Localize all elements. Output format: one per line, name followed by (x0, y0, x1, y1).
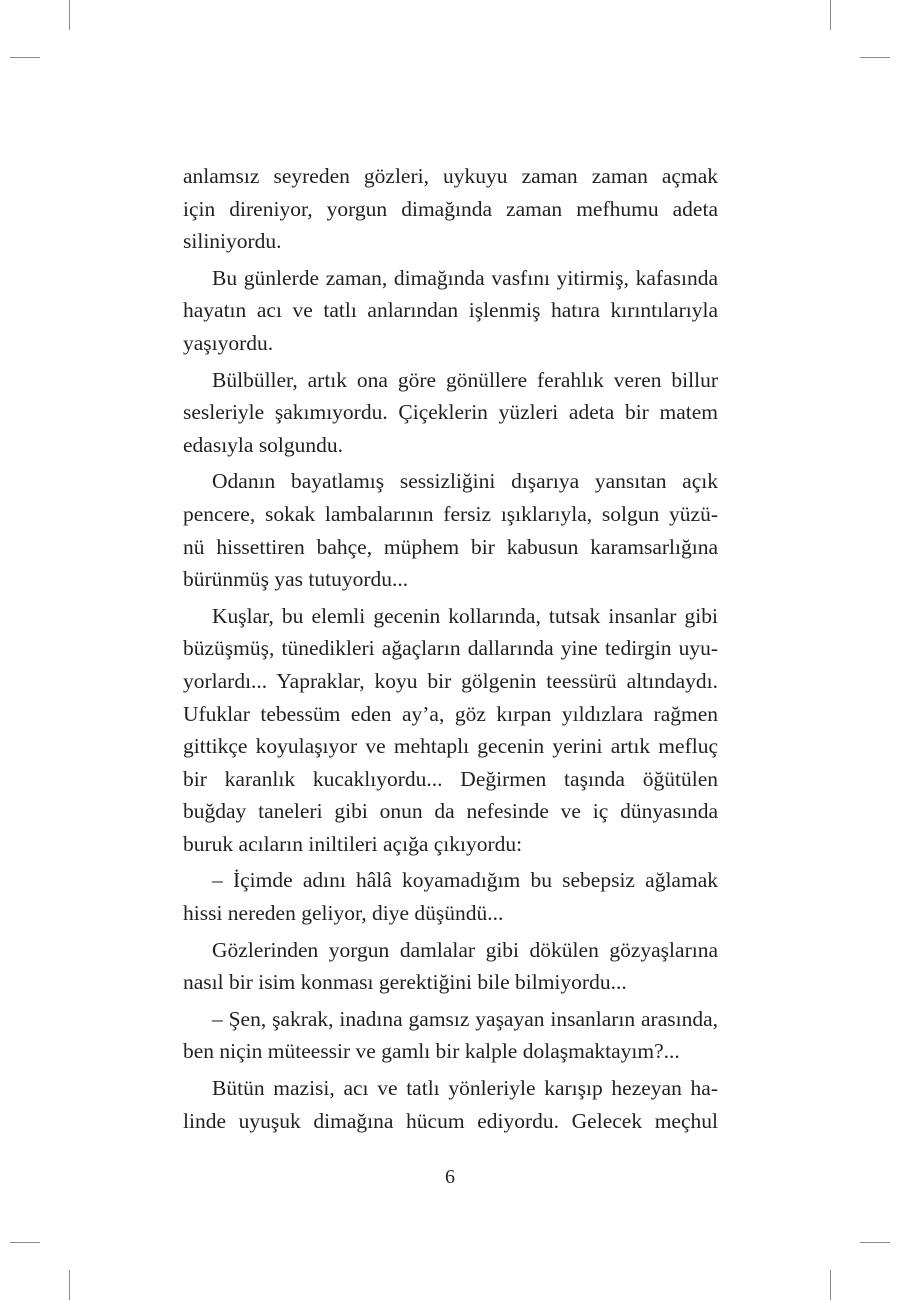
text-line: için direniyor, yorgun dimağında zaman mefhumu adeta (183, 196, 718, 221)
paragraph (183, 934, 718, 999)
crop-mark-bottom-left-vertical (69, 1270, 70, 1300)
text-line: Odanın bayatlamış sessizliğini dışarıya yansıtan açık (212, 469, 718, 494)
text-line: yaşıyordu. (183, 330, 274, 355)
paragraph (183, 864, 718, 929)
text-line: buruk acıların iniltileri açığa çıkıyordu: (183, 831, 523, 856)
text-line: linde uyuşuk dimağına hücum ediyordu. Gelecek meçhul (183, 1108, 718, 1133)
text-line: Bülbüller, artık ona göre gönüllere ferahlık veren billur (212, 367, 718, 392)
text-line: – Şen, şakrak, inadına gamsız yaşayan insanların arasında, (212, 1006, 718, 1031)
text-line: buğday taneleri gibi onun da nefesinde ve iç dünyasında (183, 799, 718, 824)
text-line: nasıl bir isim konması gerektiğini bile bilmiyordu... (183, 970, 627, 995)
text-line: nü hissettiren bahçe, müphem bir kabusun karamsarlığına (183, 534, 718, 559)
text-line: hissi nereden geliyor, diye düşündü... (183, 901, 504, 926)
text-line: ben niçin müteessir ve gamlı bir kalple dolaşmaktayım?... (183, 1039, 680, 1064)
text-line: siliniyordu. (183, 229, 282, 254)
paragraph (183, 1072, 718, 1137)
paragraph (183, 262, 718, 360)
text-line: sesleriyle şakımıyordu. Çiçeklerin yüzleri adeta bir matem (183, 400, 718, 425)
crop-mark-top-left-horizontal (10, 57, 40, 58)
text-line: pencere, sokak lambalarının fersiz ışıklarıyla, solgun yüzü- (183, 501, 718, 526)
crop-mark-top-right-vertical (830, 0, 831, 30)
text-line: büzüşmüş, tünedikleri ağaçların dallarında yine tedirgin uyu- (183, 636, 718, 661)
paragraph (183, 600, 718, 861)
text-line: yorlardı... Yapraklar, koyu bir gölgenin teessürü altındaydı. (183, 668, 718, 693)
text-line: anlamsız seyreden gözleri, uykuyu zaman zaman açmak (183, 164, 718, 188)
text-line: hayatın acı ve tatlı anlarından işlenmiş hatıra kırıntılarıyla (183, 298, 718, 323)
text-line: Bütün mazisi, acı ve tatlı yönleriyle karışıp hezeyan ha- (212, 1076, 718, 1101)
page-body-text (183, 160, 718, 1141)
crop-mark-bottom-left-horizontal (10, 1242, 40, 1243)
crop-mark-bottom-right-vertical (830, 1270, 831, 1300)
paragraph (183, 1003, 718, 1068)
paragraph (183, 160, 718, 258)
text-line: Ufuklar tebessüm eden ay’a, göz kırpan yıldızlara rağmen (183, 701, 718, 726)
text-line: gittikçe koyulaşıyor ve mehtaplı gecenin yerini artık mefluç (183, 734, 718, 759)
paragraph (183, 364, 718, 462)
page-number: 6 (445, 1166, 455, 1188)
text-line: Bu günlerde zaman, dimağında vasfını yitirmiş, kafasında (212, 265, 718, 290)
text-line: edasıyla solgundu. (183, 432, 344, 457)
crop-mark-bottom-right-horizontal (860, 1242, 890, 1243)
text-line: – İçimde adını hâlâ koyamadığım bu sebepsiz ağlamak (212, 868, 718, 893)
paragraph (183, 465, 718, 595)
text-line: bir karanlık kucaklıyordu... Değirmen taşında öğütülen (183, 766, 718, 791)
text-line: bürünmüş yas tutuyordu... (183, 567, 409, 592)
crop-mark-top-right-horizontal (860, 57, 890, 58)
text-line: Kuşlar, bu elemli gecenin kollarında, tutsak insanlar gibi (212, 603, 718, 628)
text-line: Gözlerinden yorgun damlalar gibi dökülen gözyaşlarına (212, 937, 718, 962)
crop-mark-top-left-vertical (69, 0, 70, 30)
